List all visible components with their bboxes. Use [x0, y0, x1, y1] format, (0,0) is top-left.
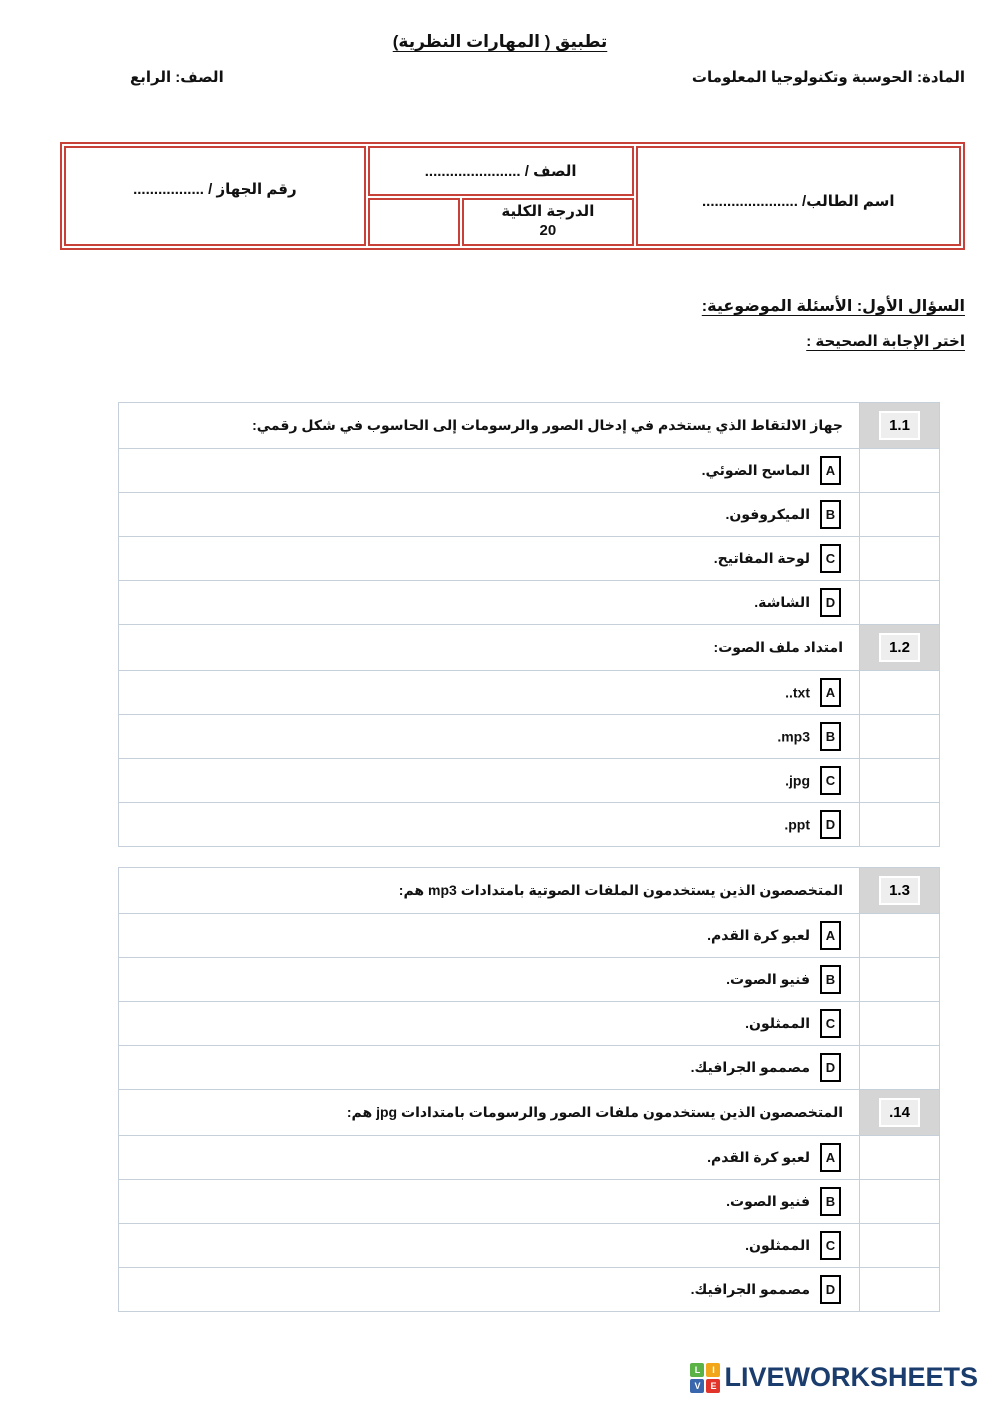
- question-3-option-b[interactable]: [119, 958, 940, 1002]
- option-letter-box[interactable]: C: [820, 544, 841, 573]
- option-text: لعبو كرة القدم.: [707, 1149, 810, 1165]
- logo-square-i: I: [706, 1363, 720, 1377]
- number-column-empty: [860, 715, 940, 759]
- option-letter-box[interactable]: A: [820, 678, 841, 707]
- option-text: .mp3: [777, 728, 810, 745]
- option-text: مصممو الجرافيك.: [690, 1059, 810, 1075]
- option-cell[interactable]: [119, 958, 860, 1002]
- logo-square-e: E: [706, 1379, 720, 1393]
- question-table-2: [118, 867, 940, 1312]
- section-heading: السؤال الأول: الأسئلة الموضوعية:: [701, 298, 965, 315]
- info-middle-column: [367, 145, 635, 247]
- question-1-text: جهاز الالتقاط الذي يستخدم في إدخال الصور والرسومات إلى الحاسوب في شكل رقمي:: [119, 403, 860, 449]
- option-text: الشاشة.: [754, 594, 810, 610]
- liveworksheets-logo-icon: [690, 1363, 720, 1393]
- option-cell[interactable]: [119, 493, 860, 537]
- option-cell[interactable]: [119, 671, 860, 715]
- logo-square-l: L: [690, 1363, 704, 1377]
- option-cell[interactable]: [119, 1136, 860, 1180]
- option-text: ..txt: [785, 684, 810, 701]
- subject-label: المادة: الحوسبة وتكنولوجيا المعلومات: [691, 69, 965, 86]
- question-1-option-a[interactable]: [119, 449, 940, 493]
- question-number: 1.1: [879, 411, 920, 440]
- option-letter-box[interactable]: B: [820, 722, 841, 751]
- number-column-empty: [860, 581, 940, 625]
- number-column-empty: [860, 1180, 940, 1224]
- number-column-empty: [860, 1136, 940, 1180]
- option-text: .jpg: [785, 772, 810, 789]
- question-4-option-b[interactable]: [119, 1180, 940, 1224]
- option-text: الماسح الضوئي.: [701, 462, 810, 478]
- option-cell[interactable]: [119, 759, 860, 803]
- number-column-empty: [860, 449, 940, 493]
- question-2-option-d[interactable]: [119, 803, 940, 847]
- option-cell[interactable]: [119, 715, 860, 759]
- question-4-text: المتخصصون الذين يستخدمون ملفات الصور والرسومات بامتدادات jpg هم:: [119, 1090, 860, 1136]
- option-cell[interactable]: [119, 1180, 860, 1224]
- question-3-header: [119, 868, 940, 914]
- option-letter-box[interactable]: D: [820, 588, 841, 617]
- total-grade-value: 20: [539, 222, 557, 239]
- option-text: لعبو كرة القدم.: [707, 927, 810, 943]
- number-column-empty: [860, 1268, 940, 1312]
- student-info-table: [60, 142, 965, 250]
- option-letter-box[interactable]: A: [820, 1143, 841, 1172]
- page-title: تطبيق ( المهارات النظرية): [392, 32, 608, 51]
- option-cell[interactable]: [119, 1224, 860, 1268]
- number-column-empty: [860, 958, 940, 1002]
- logo-square-v: V: [690, 1379, 704, 1393]
- option-letter-box[interactable]: A: [820, 921, 841, 950]
- option-text: الميكروفون.: [725, 506, 810, 522]
- question-2-header: [119, 625, 940, 671]
- option-text: فنيو الصوت.: [726, 971, 810, 987]
- option-text: فنيو الصوت.: [726, 1193, 810, 1209]
- section-instruction: اختر الإجابة الصحيحة :: [806, 333, 965, 350]
- option-letter-box[interactable]: D: [820, 1053, 841, 1082]
- question-2-option-b[interactable]: [119, 715, 940, 759]
- question-number: 1.2: [879, 633, 920, 662]
- grade-label: الصف: الرابع: [130, 69, 224, 86]
- option-letter-box[interactable]: B: [820, 1187, 841, 1216]
- question-number: .14: [879, 1098, 920, 1127]
- option-cell[interactable]: [119, 537, 860, 581]
- number-column-empty: [860, 537, 940, 581]
- question-1-number-cell: [860, 403, 940, 449]
- number-column-empty: [860, 803, 940, 847]
- question-table-1: [118, 402, 940, 847]
- option-cell[interactable]: [119, 449, 860, 493]
- question-number: 1.3: [879, 876, 920, 905]
- student-name-field: اسم الطالب/ .......................: [636, 146, 961, 246]
- question-4-option-c[interactable]: [119, 1224, 940, 1268]
- option-cell[interactable]: [119, 914, 860, 958]
- class-field: الصف / .......................: [368, 146, 634, 196]
- question-4-header: [119, 1090, 940, 1136]
- meta-row: [0, 68, 1000, 86]
- option-cell[interactable]: [119, 581, 860, 625]
- question-3-option-c[interactable]: [119, 1002, 940, 1046]
- option-cell[interactable]: [119, 1268, 860, 1312]
- question-2-number-cell: [860, 625, 940, 671]
- question-4-option-d[interactable]: [119, 1268, 940, 1312]
- question-3-option-a[interactable]: [119, 914, 940, 958]
- question-2-option-c[interactable]: [119, 759, 940, 803]
- option-letter-box[interactable]: D: [820, 1275, 841, 1304]
- option-text: .ppt: [784, 816, 810, 833]
- option-cell[interactable]: [119, 803, 860, 847]
- option-letter-box[interactable]: B: [820, 500, 841, 529]
- grade-row: [367, 197, 635, 247]
- total-grade-label: الدرجة الكلية: [501, 203, 595, 221]
- total-grade-cell: [462, 198, 633, 246]
- question-2-text: امتداد ملف الصوت:: [119, 625, 860, 671]
- option-text: الممثلون.: [745, 1237, 810, 1253]
- option-letter-box[interactable]: B: [820, 965, 841, 994]
- question-1-option-c[interactable]: [119, 537, 940, 581]
- number-column-empty: [860, 759, 940, 803]
- option-text: الممثلون.: [745, 1015, 810, 1031]
- number-column-empty: [860, 914, 940, 958]
- option-letter-box[interactable]: A: [820, 456, 841, 485]
- option-cell[interactable]: [119, 1002, 860, 1046]
- grade-empty-cell: [368, 198, 460, 246]
- question-1-header: [119, 403, 940, 449]
- question-1-option-b[interactable]: [119, 493, 940, 537]
- number-column-empty: [860, 1002, 940, 1046]
- option-letter-box[interactable]: D: [820, 810, 841, 839]
- option-letter-box[interactable]: C: [820, 1009, 841, 1038]
- question-3-text: المتخصصون الذين يستخدمون الملفات الصوتية بامتدادات mp3 هم:: [119, 868, 860, 914]
- option-cell[interactable]: [119, 1046, 860, 1090]
- question-3-number-cell: [860, 868, 940, 914]
- question-4-number-cell: [860, 1090, 940, 1136]
- number-column-empty: [860, 671, 940, 715]
- device-number-field: رقم الجهاز / .................: [64, 146, 366, 246]
- number-column-empty: [860, 493, 940, 537]
- liveworksheets-logo-text: LIVEWORKSHEETS: [724, 1362, 978, 1392]
- question-2-option-a[interactable]: [119, 671, 940, 715]
- footer: [690, 1362, 978, 1393]
- question-3-option-d[interactable]: [119, 1046, 940, 1090]
- option-text: لوحة المفاتيح.: [713, 550, 810, 566]
- option-letter-box[interactable]: C: [820, 766, 841, 795]
- option-text: مصممو الجرافيك.: [690, 1281, 810, 1297]
- question-4-option-a[interactable]: [119, 1136, 940, 1180]
- number-column-empty: [860, 1224, 940, 1268]
- number-column-empty: [860, 1046, 940, 1090]
- option-letter-box[interactable]: C: [820, 1231, 841, 1260]
- question-1-option-d[interactable]: [119, 581, 940, 625]
